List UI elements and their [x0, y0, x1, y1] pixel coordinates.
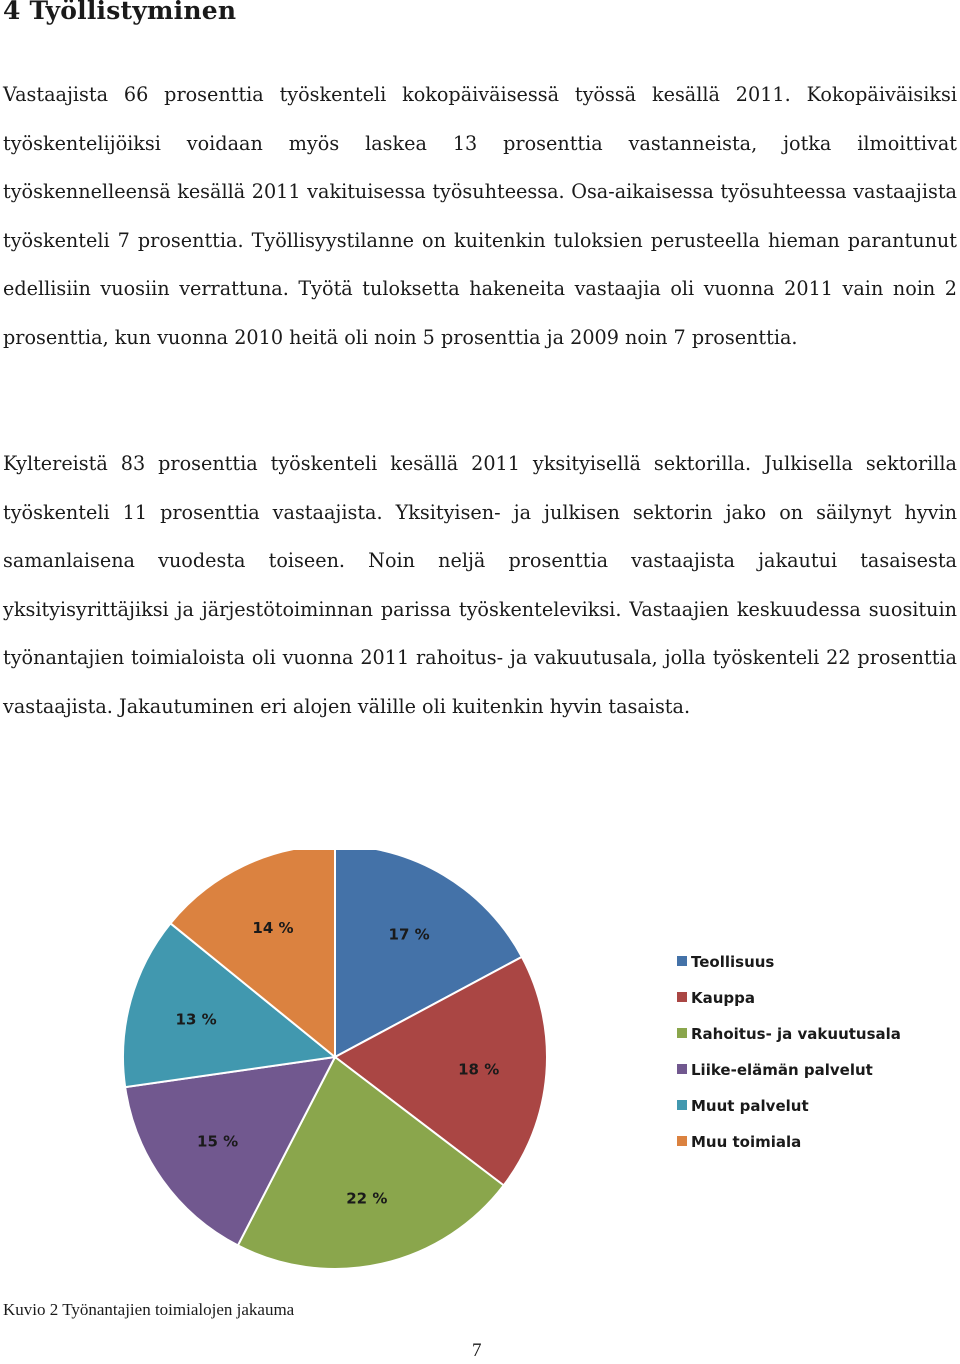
pie-data-label-3: 15 %: [197, 1132, 239, 1151]
legend-label-2: Rahoitus- ja vakuutusala: [691, 1025, 901, 1043]
legend-label-4: Muut palvelut: [691, 1097, 809, 1115]
figure-caption: Kuvio 2 Työnantajien toimialojen jakauma: [3, 1300, 295, 1319]
pie-data-label-0: 17 %: [388, 925, 430, 944]
legend-swatch-4: [677, 1100, 687, 1110]
legend-swatch-2: [677, 1028, 687, 1038]
pie-data-label-1: 18 %: [458, 1060, 500, 1079]
legend-swatch-3: [677, 1064, 687, 1074]
pie-chart-canvas: [0, 850, 960, 1290]
legend-label-0: Teollisuus: [691, 953, 775, 971]
legend-label-1: Kauppa: [691, 989, 756, 1007]
legend-swatch-1: [677, 992, 687, 1002]
legend-label-5: Muu toimiala: [691, 1133, 802, 1151]
section-heading: 4 Työllistyminen: [3, 0, 237, 25]
pie-data-label-5: 14 %: [252, 918, 294, 937]
page-number: 7: [472, 1340, 482, 1361]
industry-pie-chart: [0, 850, 960, 1290]
pie-data-label-4: 13 %: [175, 1010, 217, 1029]
chart-legend: [677, 953, 901, 1151]
legend-swatch-0: [677, 956, 687, 966]
pie-data-label-2: 22 %: [346, 1189, 388, 1208]
legend-swatch-5: [677, 1136, 687, 1146]
legend-label-3: Liike-elämän palvelut: [691, 1061, 873, 1079]
paragraph-employment: Vastaajista 66 prosenttia työskenteli kokopäiväisessä työssä kesällä 2011. Kokopäiväisiksi työskentelijöiksi voidaan myös laskea 13 prosenttia vastanneista, jotka ilmoittivat työskennelleensä kesällä 2011 vakituisessa työsuhteessa. Osa-aikaisessa työsuhteessa vastaajista työskenteli 7 prosenttia. Työllisyystilanne on kuitenkin tuloksien perusteella hieman parantunut edellisiin vuosiin verrattuna. Työtä tuloksetta hakeneita vastaajia oli vuonna 2011 vain noin 2 prosenttia, kun vuonna 2010 heitä oli noin 5 prosenttia ja 2009 noin 7 prosenttia.: [3, 83, 957, 349]
paragraph-sectors: Kyltereistä 83 prosenttia työskenteli kesällä 2011 yksityisellä sektorilla. Julkisella sektorilla työskenteli 11 prosenttia vastaajista. Yksityisen- ja julkisen sektorin jako on säilynyt hyvin samanlaisena vuodesta toiseen. Noin neljä prosenttia vastaajista jakautui tasaisesta yksityisyrittäjiksi ja järjestötoiminnan parissa työskenteleviksi. Vastaajien keskuudessa suosituin työnantajien toimialoista oli vuonna 2011 rahoitus- ja vakuutusala, jolla työskenteli 22 prosenttia vastaajista. Jakautuminen eri alojen välille oli kuitenkin hyvin tasaista.: [3, 452, 957, 718]
